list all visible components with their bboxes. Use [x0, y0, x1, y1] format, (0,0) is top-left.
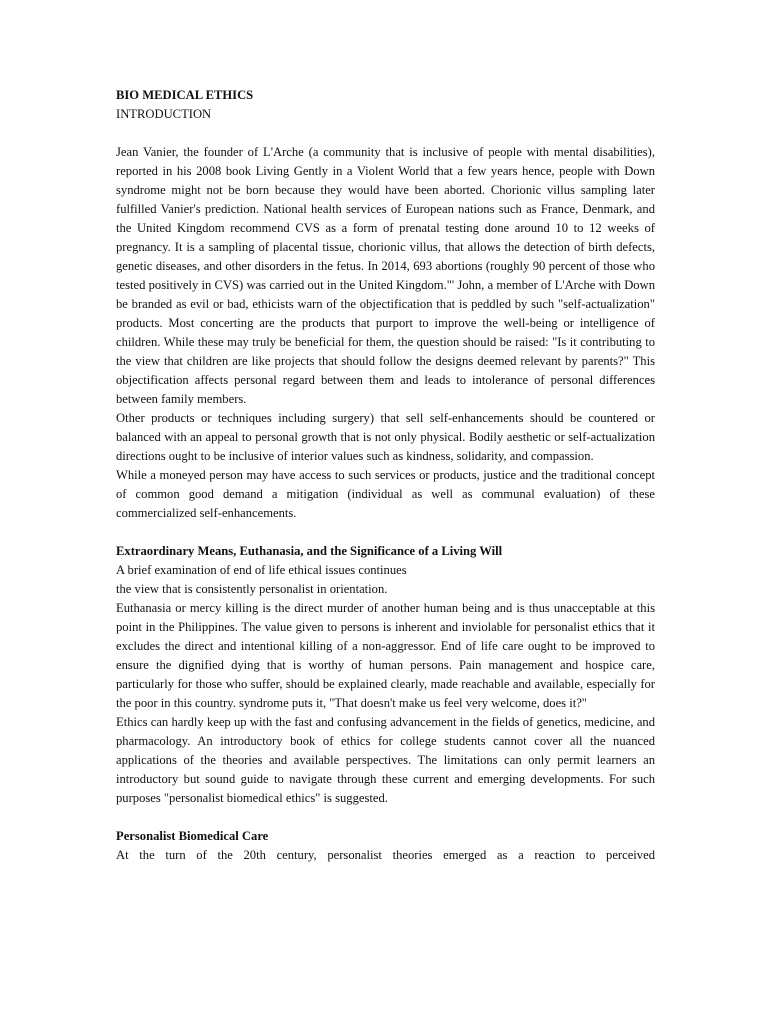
- intro-paragraph-1: Jean Vanier, the founder of L'Arche (a community that is inclusive of people with mental disabilities), reported in his 2008 book Living Gently in a Violent World that a few years hence, people with Down syndrome might not be born because they would have been aborted. Chorionic villus sampling later fulfilled Vanier's prediction. National health services of European nations such as France, Denmark, and the United Kingdom recommend CVS as a form of prenatal testing done around 10 to 12 weeks of pregnancy. It is a sampling of placental tissue, chorionic villus, that allows the detection of birth defects, genetic diseases, and other disorders in the fetus. In 2014, 693 abortions (roughly 90 percent of those who tested positively in CVS) was carried out in the United Kingdom."' John, a member of L'Arche with Down be branded as evil or bad, ethicists warn of the objectification that is peddled by such "self-actualization" products. Most concerting are the products that purport to improve the well-being or intelligence of children. While these may truly be beneficial for them, the question should be raised: "Is it contributing to the view that children are like projects that should follow the designs deemed relevant by parents?" This objectification affects personal regard between them and leads to intolerance of personal differences between family members.: [116, 145, 655, 406]
- section1-paragraph-2: Ethics can hardly keep up with the fast and confusing advancement in the fields of genetics, medicine, and pharmacology. An introductory book of ethics for college students cannot cover all the nuanced applications of the theories and available perspectives. The limitations can only permit learners an introductory but sound guide to navigate through these current and emerging developments. For such purposes "personalist biomedical ethics" is suggested.: [116, 715, 655, 805]
- document-title: BIO MEDICAL ETHICS: [116, 88, 254, 102]
- section-heading-euthanasia: Extraordinary Means, Euthanasia, and the Significance of a Living Will: [116, 544, 503, 558]
- section2-paragraph: At the turn of the 20th century, personalist theories emerged as a reaction to perceived: [116, 848, 655, 862]
- section1-line-2: the view that is consistently personalist in orientation.: [116, 582, 388, 596]
- spacer: [116, 124, 655, 143]
- section-heading-personalist-care: Personalist Biomedical Care: [116, 829, 269, 843]
- section1-line-1: A brief examination of end of life ethical issues continues: [116, 563, 407, 577]
- section1-paragraph-1: Euthanasia or mercy killing is the direct murder of another human being and is thus unacceptable at this point in the Philippines. The value given to persons is inherent and inviolable for personalist ethics that it excludes the direct and intentional killing of a non-aggressor. End of life care ought to be improved to ensure the dignified dying that is worthy of human persons. Pain management and hospice care, particularly for those who suffer, should be explained clearly, made reachable and available, especially for the poor in this country. syndrome puts it, "That doesn't make us feel very welcome, does it?": [116, 601, 655, 710]
- intro-paragraph-2: Other products or techniques including surgery) that sell self-enhancements should be countered or balanced with an appeal to personal growth that is not only physical. Bodily aesthetic or self-actualization directions ought to be inclusive of interior values such as kindness, solidarity, and compassion.: [116, 411, 655, 463]
- document-page: [116, 86, 655, 865]
- spacer: [116, 808, 655, 827]
- document-subtitle: INTRODUCTION: [116, 107, 212, 121]
- intro-paragraph-3: While a moneyed person may have access to such services or products, justice and the traditional concept of common good demand a mitigation (individual as well as communal evaluation) of these commercialized self-enhancements.: [116, 468, 655, 520]
- spacer: [116, 523, 655, 542]
